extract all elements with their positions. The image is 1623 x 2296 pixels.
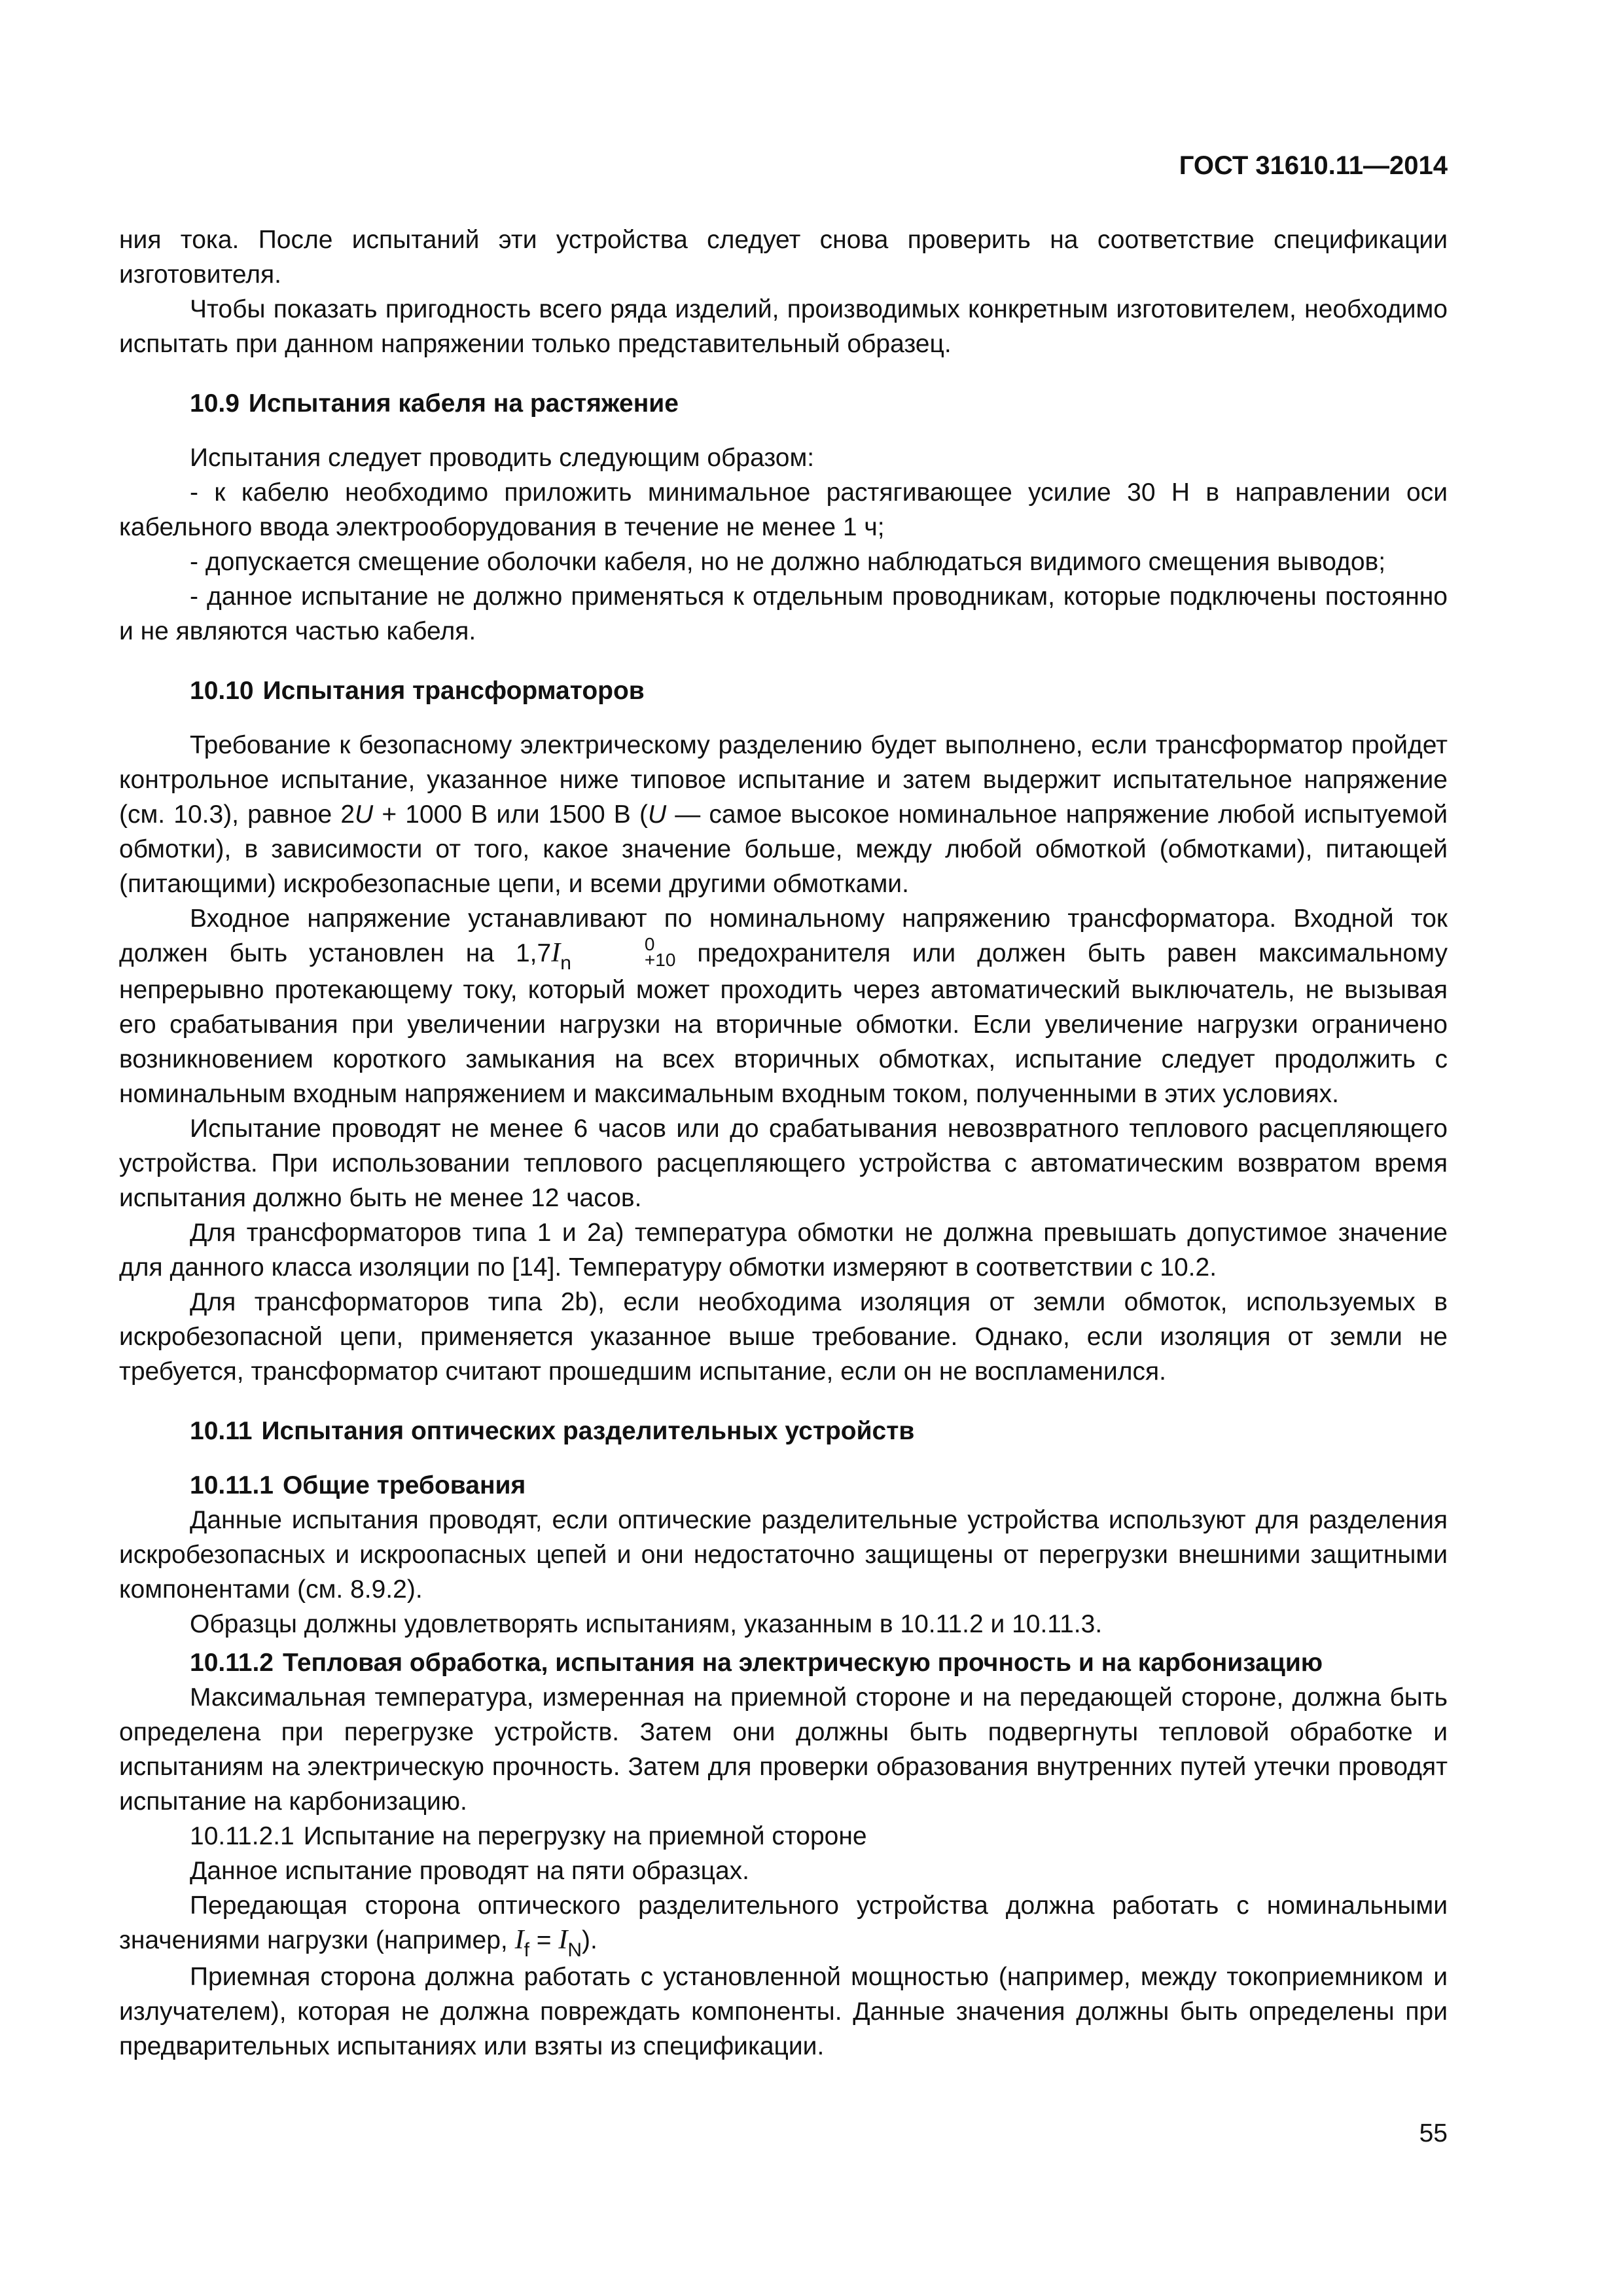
section-title: Испытания кабеля на растяжение (248, 389, 679, 418)
paragraph-representative-sample: Чтобы показать пригодность всего ряда изделий, производимых конкретным изготовителем, необходимо испытать при данном напряжении только представительный образец. (119, 295, 1448, 358)
tolerance-upper: 0 (644, 933, 655, 954)
section-title: Испытания оптических разделительных устройств (261, 1417, 915, 1445)
paragraph-max-temperature: Максимальная температура, измеренная на приемной стороне и на передающей стороне, должна быть определена при перегрузке устройств. Затем они должны быть подвергнуты тепловой обработке и испытаниям на электрическую прочность. Затем для проверки образования внутренних путей утечки проводят испытание на карбонизацию. (119, 1683, 1448, 1816)
variable-i: I (558, 1925, 568, 1955)
text-run: + 1000 В или 1500 В ( (373, 800, 648, 829)
text-run: предохранителя или должен быть равен максимальному непрерывно протекающему току, который может проходить через автоматический выключатель, не вызывая его срабатывания при увеличении нагрузки на вторичные обмотки. Если увеличение нагрузки ограничено возникновением короткого замыкания на всех вторичных обмотках, испытание следует продолжить с номинальным входным напряжением и максимальным входным током, полученными в этих условиях. (119, 939, 1448, 1108)
subsection-heading-10-11-2 (119, 1645, 1448, 1680)
text-run: Входное напряжение устанавливают по номинальному напряжению трансформатора. Входной ток должен быть установлен на 1,7 (119, 905, 1448, 967)
paragraph-continued: ния тока. После испытаний эти устройства следует снова проверить на соответствие спецификации изготовителя. (119, 226, 1448, 289)
clause-title: Испытание на перегрузку на приемной стороне (303, 1822, 867, 1850)
section-number: 10.9 (190, 389, 240, 418)
subsection-number: 10.11.1 (190, 1471, 274, 1499)
paragraph-winding-temperature: Для трансформаторов типа 1 и 2а) температура обмотки не должна превышать допустимое значение для данного класса изоляции по [14]. Температуру обмотки измеряют в соответствии с 10.2. (119, 1219, 1448, 1282)
paragraph-safe-separation (119, 728, 1448, 901)
tolerance-stack (574, 933, 676, 970)
variable-i: I (514, 1925, 524, 1955)
list-item: - к кабелю необходимо приложить минимальное растягивающее усилие 30 Н в направлении оси кабельного ввода электрооборудования в течение не менее 1 ч; (119, 478, 1448, 541)
paragraph-receiving-side: Приемная сторона должна работать с установленной мощностью (например, между токоприемником и излучателем), которая не должна повреждать компоненты. Данные значения должны быть определены при предварительных испытаниях или взяты из спецификации. (119, 1963, 1448, 2060)
subsection-title: Тепловая обработка, испытания на электрическую прочность и на карбонизацию (282, 1649, 1323, 1677)
section-heading-10-9 (119, 386, 1448, 421)
text-run: Передающая сторона оптического разделительного устройства должна работать с номинальными значениями нагрузки (например, (119, 1892, 1448, 1954)
tolerance-lower: +10 (644, 949, 676, 970)
paragraph-test-duration: Испытание проводят не менее 6 часов или до срабатывания невозвратного теплового расцепляющего устройства. При использовании теплового расцепляющего устройства с автоматическим возвратом время испытания должно быть не менее 12 часов. (119, 1115, 1448, 1212)
variable-u: U (647, 800, 667, 829)
document-code-header: ГОСТ 31610.11—2014 (1179, 151, 1448, 180)
list-item: - допускается смещение оболочки кабеля, но не должно наблюдаться видимого смещения выводов; (190, 548, 1386, 576)
paragraph-type-2b: Для трансформаторов типа 2b), если необходима изоляция от земли обмоток, используемых в искробезопасной цепи, применяется указанное выше требование. Однако, если изоляция от земли не требуется, трансформатор считают прошедшим испытание, если он не воспламенился. (119, 1288, 1448, 1386)
variable-u: U (355, 800, 374, 829)
section-heading-10-10 (119, 673, 1448, 708)
section-title: Испытания трансформаторов (262, 677, 645, 705)
text-run: ). (582, 1926, 597, 1954)
subscript-n: n (560, 952, 571, 974)
paragraph-tests-intro: Испытания следует проводить следующим образом: (190, 444, 815, 472)
clause-heading-10-11-2-1 (119, 1819, 1448, 1854)
text-run: — самое высокое номинальное напряжение любой испытуемой обмотки), в зависимости от того, какое значение больше, между любой обмоткой (обмотками), питающей (питающими) искробезопасные цепи, и всеми другими обмотками. (119, 800, 1448, 898)
variable-i: I (551, 938, 561, 968)
subsection-number: 10.11.2 (190, 1649, 274, 1677)
list-item: - данное испытание не должно применяться к отдельным проводникам, которые подключены постоянно и не являются частью кабеля. (119, 583, 1448, 645)
paragraph-samples-requirement: Образцы должны удовлетворять испытаниям, указанным в 10.11.2 и 10.11.3. (190, 1610, 1103, 1638)
text-run: = (529, 1926, 559, 1954)
section-heading-10-11 (119, 1414, 1448, 1448)
paragraph-input-voltage (119, 901, 1448, 1111)
text-run: Требование к безопасному электрическому разделению будет выполнено, если трансформатор пройдет контрольное испытание, указанное ниже типовое испытание и затем выдержит испытательное напряжение (см. 10.3), равное 2 (119, 731, 1448, 829)
subscript-f: f (524, 1939, 529, 1961)
page-number: 55 (1419, 2119, 1448, 2147)
paragraph-transmitting-side (119, 1888, 1448, 1960)
subsection-title: Общие требования (282, 1471, 526, 1499)
paragraph-five-samples: Данное испытание проводят на пяти образцах. (190, 1857, 749, 1885)
paragraph-optical-general: Данные испытания проводят, если оптические разделительные устройства используют для разделения искробезопасных и искроопасных цепей и они недостаточно защищены от перегрузки внешними защитными компонентами (см. 8.9.2). (119, 1506, 1448, 1604)
clause-number: 10.11.2.1 (190, 1822, 294, 1850)
subscript-n: N (567, 1939, 582, 1961)
section-number: 10.11 (190, 1417, 253, 1445)
subsection-heading-10-11-1 (119, 1468, 1448, 1503)
section-number: 10.10 (190, 677, 254, 705)
page-content (119, 223, 1448, 2064)
